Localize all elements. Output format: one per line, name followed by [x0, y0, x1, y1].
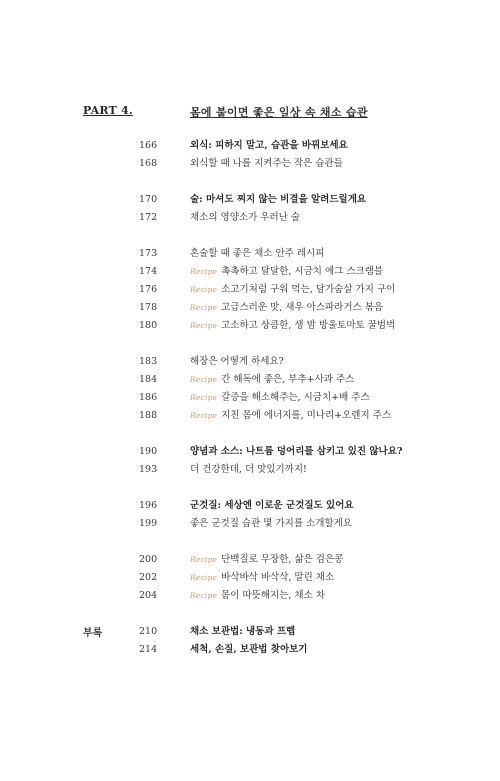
toc-entry: [0, 192, 500, 208]
recipe-tag: Recipe: [190, 411, 218, 420]
entry-title: 바삭바삭 바삭삭, 말린 채소: [221, 572, 335, 583]
page-number: 184: [139, 374, 158, 385]
entry-title: 소고기처럼 구워 먹는, 담가숨살 가지 구이: [221, 284, 396, 295]
entry-title: 지친 몸에 에너지를, 미나리+오렌지 주스: [221, 410, 392, 421]
toc-entry: [0, 516, 500, 532]
toc-entry: [0, 498, 500, 514]
appendix-label: 부록: [83, 628, 103, 639]
entry-text: [190, 588, 325, 604]
page-number: 214: [139, 644, 158, 655]
entry-title: 양념과 소스: 나트륨 덩어리를 삼키고 있진 않나요?: [190, 446, 403, 457]
toc-entry: [0, 354, 500, 370]
entry-text: [190, 138, 348, 154]
entry-title: 채소 보관법: 냉동과 프렙: [190, 626, 296, 637]
page-number: 199: [139, 518, 158, 529]
entry-text: [190, 642, 307, 658]
recipe-tag: Recipe: [190, 393, 218, 402]
entry-text: [190, 570, 334, 586]
entry-text: [190, 462, 307, 478]
recipe-tag: Recipe: [190, 303, 218, 312]
toc-entry: [0, 372, 500, 388]
page-number: 180: [139, 320, 158, 331]
recipe-tag: Recipe: [190, 591, 218, 600]
entry-title: 고소하고 상큼한, 생 밤 방울토마토 꿀범벅: [221, 320, 396, 331]
recipe-tag: Recipe: [190, 321, 218, 330]
recipe-tag: Recipe: [190, 285, 218, 294]
entry-title: 고급스러운 맛, 새우 아스파라거스 볶음: [221, 302, 384, 313]
entry-title: 외식: 피하지 말고, 습관을 바꿔보세요: [190, 140, 348, 151]
part-label: PART 4.: [83, 104, 133, 117]
entry-text: [190, 246, 324, 262]
entry-title: 갈증을 해소해주는, 시금치+배 주스: [221, 392, 370, 403]
recipe-tag: Recipe: [190, 555, 218, 564]
toc-entry: [0, 282, 500, 298]
entry-title: 군것질: 세상엔 이로운 군것질도 있어요: [190, 500, 354, 511]
page-number: 174: [139, 266, 158, 277]
page-number: 168: [139, 158, 158, 169]
toc-entry: [0, 408, 500, 424]
entry-title: 채소의 영양소가 우러난 술: [190, 212, 301, 223]
toc-entry: [0, 264, 500, 280]
entry-text: [190, 282, 395, 298]
toc-entry: [0, 642, 500, 658]
entry-title: 더 건강한데, 더 맛있기까지!: [190, 464, 307, 475]
page-number: 186: [139, 392, 158, 403]
toc-entry: [0, 246, 500, 262]
entry-text: [190, 156, 343, 172]
entry-text: [190, 390, 370, 406]
entry-text: [190, 624, 295, 640]
page-number: 204: [139, 590, 158, 601]
entry-title: 외식할 때 나를 지켜주는 작은 습관들: [190, 158, 343, 169]
entry-text: [190, 210, 300, 226]
toc-entry: [0, 444, 500, 460]
page-number: 210: [139, 626, 158, 637]
toc-entry: [0, 138, 500, 154]
page-number: 172: [139, 212, 158, 223]
toc-entry: [0, 210, 500, 226]
entry-text: [190, 300, 383, 316]
page-number: 188: [139, 410, 158, 421]
entry-text: [190, 192, 366, 208]
toc-entry: [0, 462, 500, 478]
entry-title: 간 해독에 좋은, 부추+사과 주스: [221, 374, 355, 385]
entry-text: [190, 408, 391, 424]
page-number: 183: [139, 356, 158, 367]
toc-entry: [0, 624, 500, 640]
entry-text: [190, 264, 383, 280]
entry-text: [190, 552, 343, 568]
entry-text: [190, 372, 354, 388]
entry-title: 세척, 손질, 보관법 찾아보기: [190, 644, 308, 655]
page-number: 190: [139, 446, 158, 457]
entry-title: 혼술할 때 좋은 채소 안주 레시피: [190, 248, 325, 259]
page-number: 202: [139, 572, 158, 583]
toc-entry: [0, 390, 500, 406]
page-number: 178: [139, 302, 158, 313]
entry-title: 좋은 군것질 습관 몇 가지를 소개할게요: [190, 518, 352, 529]
entry-title: 술: 마셔도 찌지 않는 비결을 알려드릴게요: [190, 194, 367, 205]
entry-text: [190, 354, 284, 370]
page-number: 176: [139, 284, 158, 295]
entry-title: 단백질로 무장한, 삶은 검은콩: [221, 554, 344, 565]
toc-entry: [0, 300, 500, 316]
toc-entry: [0, 156, 500, 172]
toc-entry: [0, 318, 500, 334]
page-number: 170: [139, 194, 158, 205]
entry-text: [190, 516, 352, 532]
entry-text: [190, 498, 354, 514]
page-number: 193: [139, 464, 158, 475]
toc-entry: [0, 570, 500, 586]
recipe-tag: Recipe: [190, 267, 218, 276]
toc-entry: [0, 588, 500, 604]
part-title: 몸에 붙이면 좋은 일상 속 채소 습관: [190, 106, 368, 119]
entry-title: 해장은 어떻게 하세요?: [190, 356, 284, 367]
toc-entry: [0, 552, 500, 568]
recipe-tag: Recipe: [190, 375, 218, 384]
page-number: 166: [139, 140, 158, 151]
page-number: 200: [139, 554, 158, 565]
entry-text: [190, 444, 402, 460]
page-number: 173: [139, 248, 158, 259]
entry-text: [190, 318, 395, 334]
page-number: 196: [139, 500, 158, 511]
recipe-tag: Recipe: [190, 573, 218, 582]
entry-title: 촉촉하고 달달한, 시금치 에그 스크램블: [221, 266, 384, 277]
entry-title: 몸이 따뜻해지는, 채소 차: [221, 590, 325, 601]
